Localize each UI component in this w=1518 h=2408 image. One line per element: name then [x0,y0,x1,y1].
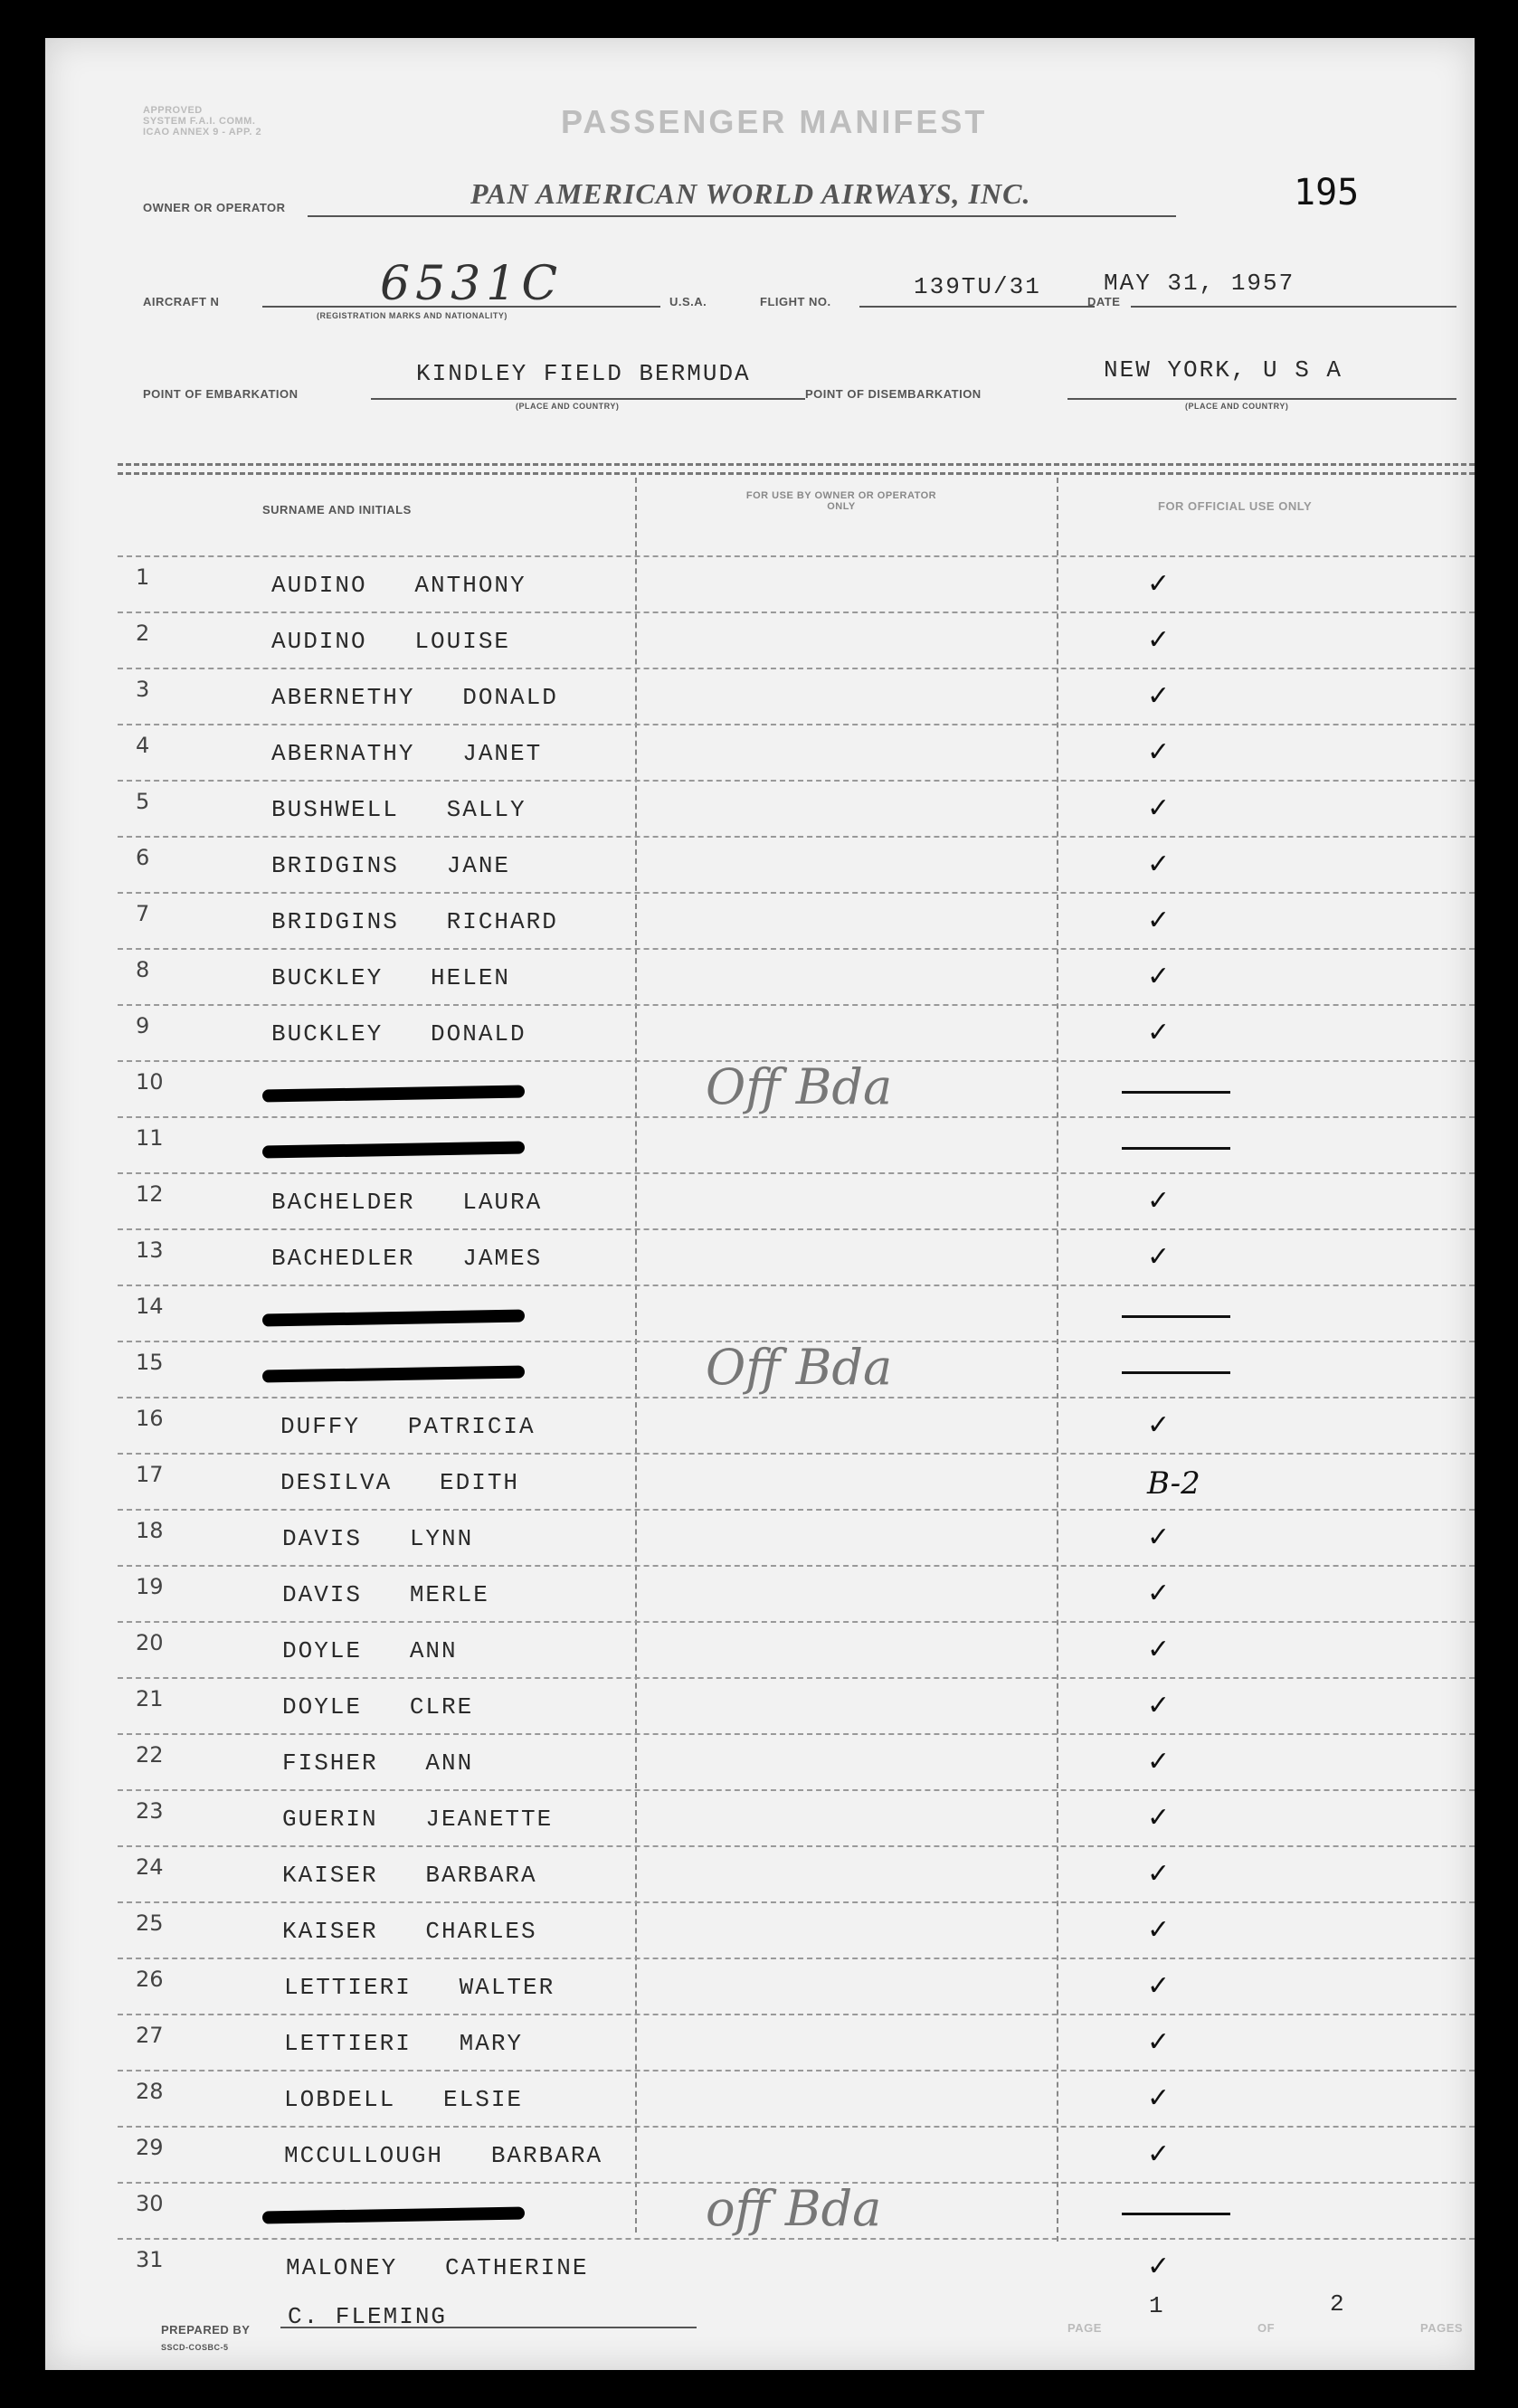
row-divider [118,836,1475,838]
row-divider [118,1397,1475,1398]
official-dash-mark [1122,1315,1230,1318]
embark-label: POINT OF EMBARKATION [143,387,299,401]
col-owner-use: FOR USE BY OWNER OR OPERATOR ONLY [745,490,937,512]
check-mark-icon: ✓ [1147,2251,1171,2282]
passenger-name: LETTIERI MARY [284,2030,524,2057]
check-mark-icon: ✓ [1147,680,1171,712]
passenger-name: LOBDELL ELSIE [284,2086,524,2113]
page-value: 1 [1149,2292,1165,2319]
check-mark-icon: ✓ [1147,905,1171,936]
passenger-name: DAVIS MERLE [282,1581,489,1608]
redaction-strike [262,2206,525,2223]
row-number: 23 [136,1798,164,1824]
approval-line: ICAO ANNEX 9 - APP. 2 [143,127,262,137]
column-divider [635,478,637,2233]
aircraft-underline [262,306,660,308]
owner-underline [308,215,1176,217]
row-number: 18 [136,1518,164,1543]
row-number: 21 [136,1686,164,1711]
row-divider [118,2238,1475,2240]
row-divider [118,1004,1475,1006]
row-number: 26 [136,1967,164,1992]
passenger-name: ABERNATHY JANET [271,740,543,767]
official-dash-mark [1122,1091,1230,1094]
passenger-name: BACHEDLER JAMES [271,1245,543,1272]
passenger-name: BUCKLEY DONALD [271,1020,527,1048]
row-number: 4 [136,733,150,758]
passenger-name: MCCULLOUGH BARBARA [284,2142,603,2169]
row-divider [118,1172,1475,1174]
row-divider [118,1116,1475,1118]
handwritten-note: Off Bda [706,1339,893,1396]
of-value: 2 [1330,2290,1346,2318]
check-mark-icon: ✓ [1147,1578,1171,1609]
passenger-name: ABERNETHY DONALD [271,684,558,711]
row-number: 15 [136,1350,164,1375]
row-number: 13 [136,1237,164,1263]
row-number: 6 [136,845,150,870]
row-number: 27 [136,2023,164,2048]
approval-block [143,105,261,137]
check-mark-icon: ✓ [1147,2138,1171,2170]
approval-line: APPROVED [143,105,203,116]
flight-label: FLIGHT NO. [760,295,831,308]
official-code-mark: B-2 [1147,1465,1200,1502]
table-top-rule [118,472,1475,475]
passenger-name: AUDINO ANTHONY [271,572,527,599]
row-number: 1 [136,564,150,590]
passenger-name: AUDINO LOUISE [271,628,511,655]
row-number: 12 [136,1181,164,1207]
row-number: 5 [136,789,150,814]
of-label: OF [1257,2321,1276,2335]
passenger-name: DUFFY PATRICIA [280,1413,536,1440]
row-divider [118,948,1475,950]
passenger-name: LETTIERI WALTER [284,1974,555,2001]
check-mark-icon: ✓ [1147,2082,1171,2114]
table-top-rule [118,463,1475,466]
redaction-strike [262,1141,525,1158]
date-value: MAY 31, 1957 [1104,270,1295,297]
owner-value: PAN AMERICAN WORLD AIRWAYS, INC. [470,177,1031,210]
prepared-label: PREPARED BY [161,2323,251,2337]
passenger-name: DOYLE ANN [282,1637,458,1664]
row-divider [118,1285,1475,1286]
row-number: 30 [136,2191,164,2216]
aircraft-value: 6531C [380,257,564,311]
row-number: 3 [136,677,150,702]
usa-label: U.S.A. [669,295,707,308]
approval-line: SYSTEM F.A.I. COMM. [143,116,256,127]
redaction-strike [262,1085,525,1102]
row-divider [118,555,1475,557]
row-number: 16 [136,1406,164,1431]
row-divider [118,2126,1475,2128]
passenger-name: BRIDGINS JANE [271,852,511,879]
row-divider [118,1733,1475,1735]
row-number: 28 [136,2079,164,2104]
check-mark-icon: ✓ [1147,1746,1171,1778]
row-number: 24 [136,1854,164,1880]
row-number: 19 [136,1574,164,1599]
check-mark-icon: ✓ [1147,1634,1171,1665]
row-number: 20 [136,1630,164,1655]
row-divider [118,611,1475,613]
row-divider [118,1565,1475,1567]
row-number: 29 [136,2135,164,2160]
passenger-name: DESILVA EDITH [280,1469,520,1496]
row-number: 2 [136,621,150,646]
redaction-strike [262,1365,525,1382]
check-mark-icon: ✓ [1147,1914,1171,1946]
row-divider [118,1901,1475,1903]
row-number: 11 [136,1125,164,1151]
official-dash-mark [1122,2213,1230,2215]
row-number: 10 [136,1069,164,1095]
check-mark-icon: ✓ [1147,1017,1171,1048]
official-dash-mark [1122,1147,1230,1150]
column-divider [1057,478,1058,2242]
row-number: 14 [136,1294,164,1319]
check-mark-icon: ✓ [1147,736,1171,768]
passenger-name: DAVIS LYNN [282,1525,474,1552]
row-number: 31 [136,2247,164,2272]
flight-value: 139TU/31 [914,273,1041,300]
passenger-name: BUCKLEY HELEN [271,964,511,991]
check-mark-icon: ✓ [1147,1185,1171,1217]
check-mark-icon: ✓ [1147,961,1171,992]
passenger-name: BRIDGINS RICHARD [271,908,558,935]
col-surname: SURNAME AND INITIALS [262,503,412,517]
flight-underline [859,306,1095,308]
check-mark-icon: ✓ [1147,848,1171,880]
row-divider [118,1228,1475,1230]
passenger-name: KAISER CHARLES [282,1918,537,1945]
row-number: 7 [136,901,150,926]
check-mark-icon: ✓ [1147,1241,1171,1273]
row-divider [118,724,1475,725]
handwritten-note: Off Bda [706,1058,893,1115]
passenger-name: BACHELDER LAURA [271,1189,543,1216]
row-divider [118,2014,1475,2015]
row-number: 17 [136,1462,164,1487]
check-mark-icon: ✓ [1147,1690,1171,1721]
registration-caption: (REGISTRATION MARKS AND NATIONALITY) [317,311,508,320]
passenger-name: FISHER ANN [282,1749,474,1777]
check-mark-icon: ✓ [1147,792,1171,824]
row-number: 8 [136,957,150,982]
embark-caption: (PLACE AND COUNTRY) [516,402,620,411]
row-divider [118,1621,1475,1623]
manifest-page [45,38,1475,2370]
passenger-name: BUSHWELL SALLY [271,796,527,823]
row-number: 25 [136,1910,164,1936]
check-mark-icon: ✓ [1147,1522,1171,1553]
check-mark-icon: ✓ [1147,624,1171,656]
row-divider [118,1958,1475,1959]
row-divider [118,1789,1475,1791]
row-divider [118,1845,1475,1847]
row-divider [118,1509,1475,1511]
check-mark-icon: ✓ [1147,1802,1171,1834]
date-label: DATE [1087,295,1121,308]
col-official-use: FOR OFFICIAL USE ONLY [1158,499,1313,513]
prepared-value: C. FLEMING [288,2303,448,2330]
disembark-value: NEW YORK, U S A [1104,356,1343,384]
check-mark-icon: ✓ [1147,568,1171,600]
passenger-name: DOYLE CLRE [282,1693,474,1721]
aircraft-label: AIRCRAFT N [143,295,220,308]
check-mark-icon: ✓ [1147,1409,1171,1441]
row-number: 22 [136,1742,164,1768]
disembark-underline [1067,398,1456,400]
page-label: PAGE [1067,2321,1102,2335]
row-divider [118,1677,1475,1679]
row-divider [118,780,1475,782]
page-stamp: 195 [1294,172,1360,213]
owner-label: OWNER OR OPERATOR [143,201,286,214]
official-dash-mark [1122,1371,1230,1374]
date-underline [1131,306,1456,308]
row-divider [118,892,1475,894]
check-mark-icon: ✓ [1147,2026,1171,2058]
passenger-name: GUERIN JEANETTE [282,1806,554,1833]
pages-label: PAGES [1420,2321,1464,2335]
disembark-caption: (PLACE AND COUNTRY) [1185,402,1289,411]
form-title: PASSENGER MANIFEST [561,103,988,140]
form-code: SSCD-COSBC-5 [161,2343,229,2352]
handwritten-note: off Bda [706,2180,882,2237]
passenger-name: MALONEY CATHERINE [286,2254,589,2281]
disembark-label: POINT OF DISEMBARKATION [805,387,982,401]
row-divider [118,668,1475,669]
embark-underline [371,398,805,400]
passenger-name: KAISER BARBARA [282,1862,537,1889]
embark-value: KINDLEY FIELD BERMUDA [416,360,751,387]
row-divider [118,2070,1475,2071]
row-number: 9 [136,1013,150,1038]
redaction-strike [262,1309,525,1326]
check-mark-icon: ✓ [1147,1858,1171,1890]
check-mark-icon: ✓ [1147,1970,1171,2002]
row-divider [118,1453,1475,1455]
prepared-underline [280,2327,697,2328]
